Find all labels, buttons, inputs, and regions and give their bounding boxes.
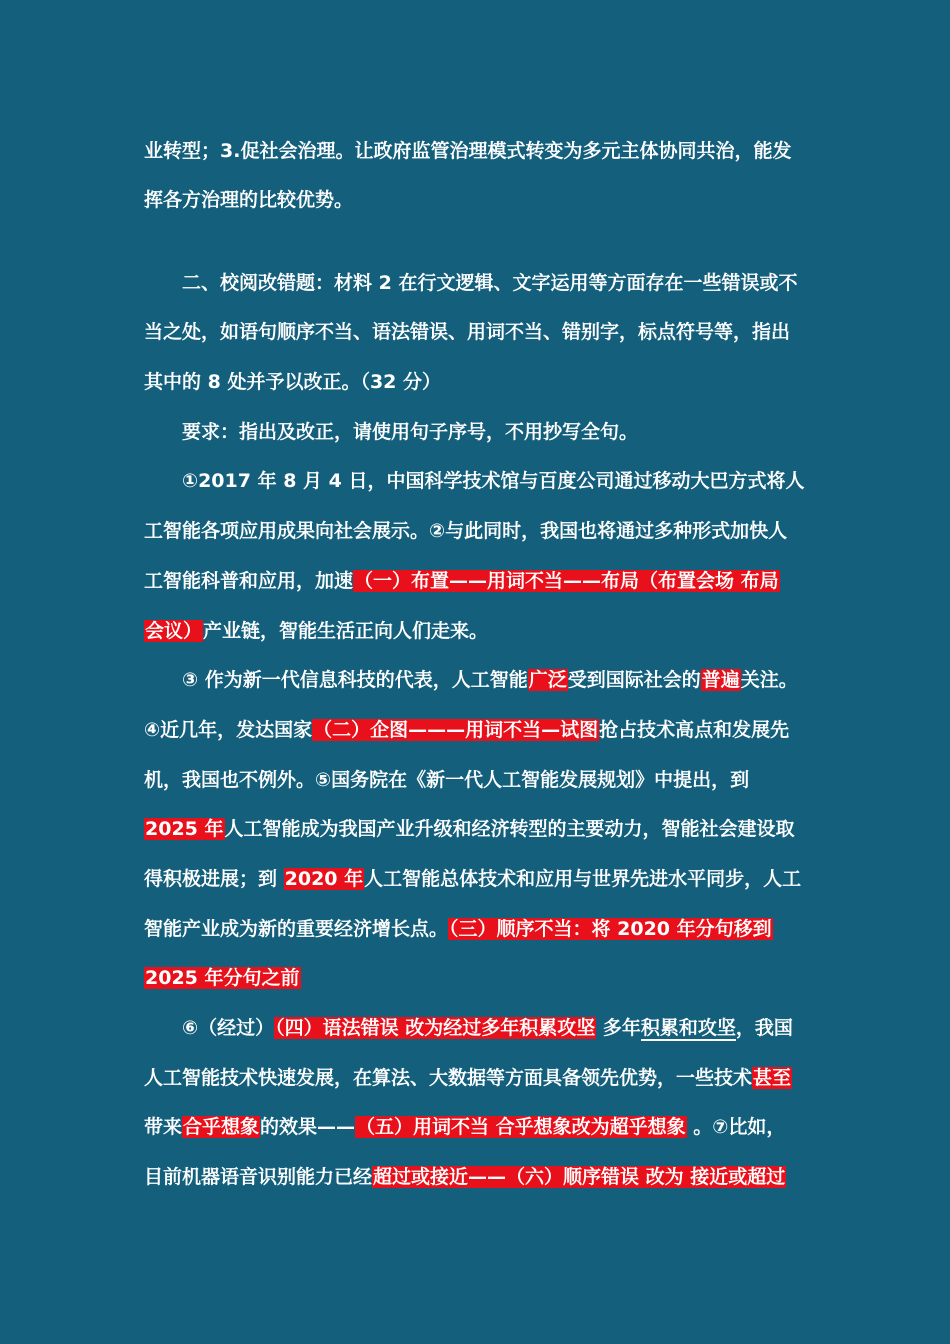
text-segment: 工智能科普和应用，加速 [144, 570, 354, 592]
text-line [144, 914, 773, 944]
text-segment: 产业链，智能生活正向人们走来。 [203, 620, 489, 642]
text-line: 其中的 8 处并予以改正。（32 分） [144, 371, 442, 393]
text-line [144, 963, 301, 993]
correction-annotation: 2025 年分句之前 [145, 967, 300, 989]
highlighted-word: 普遍 [701, 669, 740, 691]
text-line [144, 715, 789, 745]
correction-annotation: 超过或接近——（六）顺序错误 改为 接近或超过 [373, 1166, 786, 1188]
requirement-line: 要求：指出及改正，请使用句子序号，不用抄写全句。 [182, 421, 639, 443]
text-line [182, 665, 798, 695]
text-segment: 人工智能成为我国产业升级和经济转型的主要动力，智能社会建设取 [224, 818, 795, 840]
text-line: ①2017 年 8 月 4 日，中国科学技术馆与百度公司通过移动大巴方式将人 [182, 470, 805, 492]
text-segment: ④近几年，发达国家 [144, 719, 313, 741]
highlighted-word: 甚至 [753, 1067, 792, 1089]
correction-annotation: （二）企图———用词不当—试图 [313, 719, 599, 741]
text-line: 当之处，如语句顺序不当、语法错误、用词不当、错别字，标点符号等，指出 [144, 321, 791, 343]
text-segment: ③ 作为新一代信息科技的代表，人工智能 [182, 669, 528, 691]
text-line [144, 1112, 785, 1142]
highlighted-word: 合乎想象 [183, 1116, 260, 1138]
correction-annotation: （一）布置——用词不当——布局（布置会场 布局 [354, 570, 779, 592]
text-segment: ⑥（经过） [182, 1017, 275, 1039]
text-segment: 关注。 [740, 669, 798, 691]
text-segment: 得积极进展；到 [144, 868, 284, 890]
question-heading: 二、校阅改错题：材料 2 在行文逻辑、文字运用等方面存在一些错误或不 [182, 272, 798, 294]
text-segment: 多年 [596, 1017, 641, 1039]
highlighted-year: 2025 年 [145, 818, 224, 840]
text-segment: ，我国 [735, 1017, 793, 1039]
text-line [144, 616, 488, 646]
text-line [182, 1013, 793, 1043]
highlighted-year: 2020 年 [284, 868, 364, 890]
text-line: 业转型；3.促社会治理。让政府监管治理模式转变为多元主体协同共治，能发 [144, 140, 792, 162]
text-segment: 智能产业成为新的重要经济增长点。 [144, 918, 449, 940]
highlighted-word: 广泛 [528, 669, 567, 691]
text-line [144, 1162, 786, 1192]
underlined-phrase: 积累和攻坚 [640, 1017, 736, 1039]
text-segment: 抢占技术高点和发展先 [599, 719, 790, 741]
text-segment: 人工智能技术快速发展，在算法、大数据等方面具备领先优势，一些技术 [144, 1067, 753, 1089]
text-segment: 带来 [144, 1116, 183, 1138]
text-segment: 受到国际社会的 [567, 669, 701, 691]
correction-annotation: （四）语法错误 改为经过多年积累攻坚 [275, 1017, 596, 1039]
text-segment: 目前机器语音识别能力已经 [144, 1166, 373, 1188]
text-line [144, 864, 801, 894]
text-line: 工智能各项应用成果向社会展示。②与此同时，我国也将通过多种形式加快人 [144, 520, 788, 542]
text-segment: 。⑦比如， [686, 1116, 786, 1138]
text-segment: 人工智能总体技术和应用与世界先进水平同步，人工 [364, 868, 802, 890]
text-line: 机，我国也不例外。⑤国务院在《新一代人工智能发展规划》中提出，到 [144, 769, 750, 791]
correction-annotation: （五）用词不当 合乎想象改为超乎想象 [356, 1116, 686, 1138]
correction-annotation: 会议） [145, 620, 203, 642]
correction-annotation: （三）顺序不当：将 2020 年分句移到 [449, 918, 772, 940]
text-segment: 的效果—— [260, 1116, 356, 1138]
text-line: 挥各方治理的比较优势。 [144, 189, 354, 211]
text-line [144, 814, 795, 844]
text-line [144, 1063, 792, 1093]
text-line [144, 566, 780, 596]
